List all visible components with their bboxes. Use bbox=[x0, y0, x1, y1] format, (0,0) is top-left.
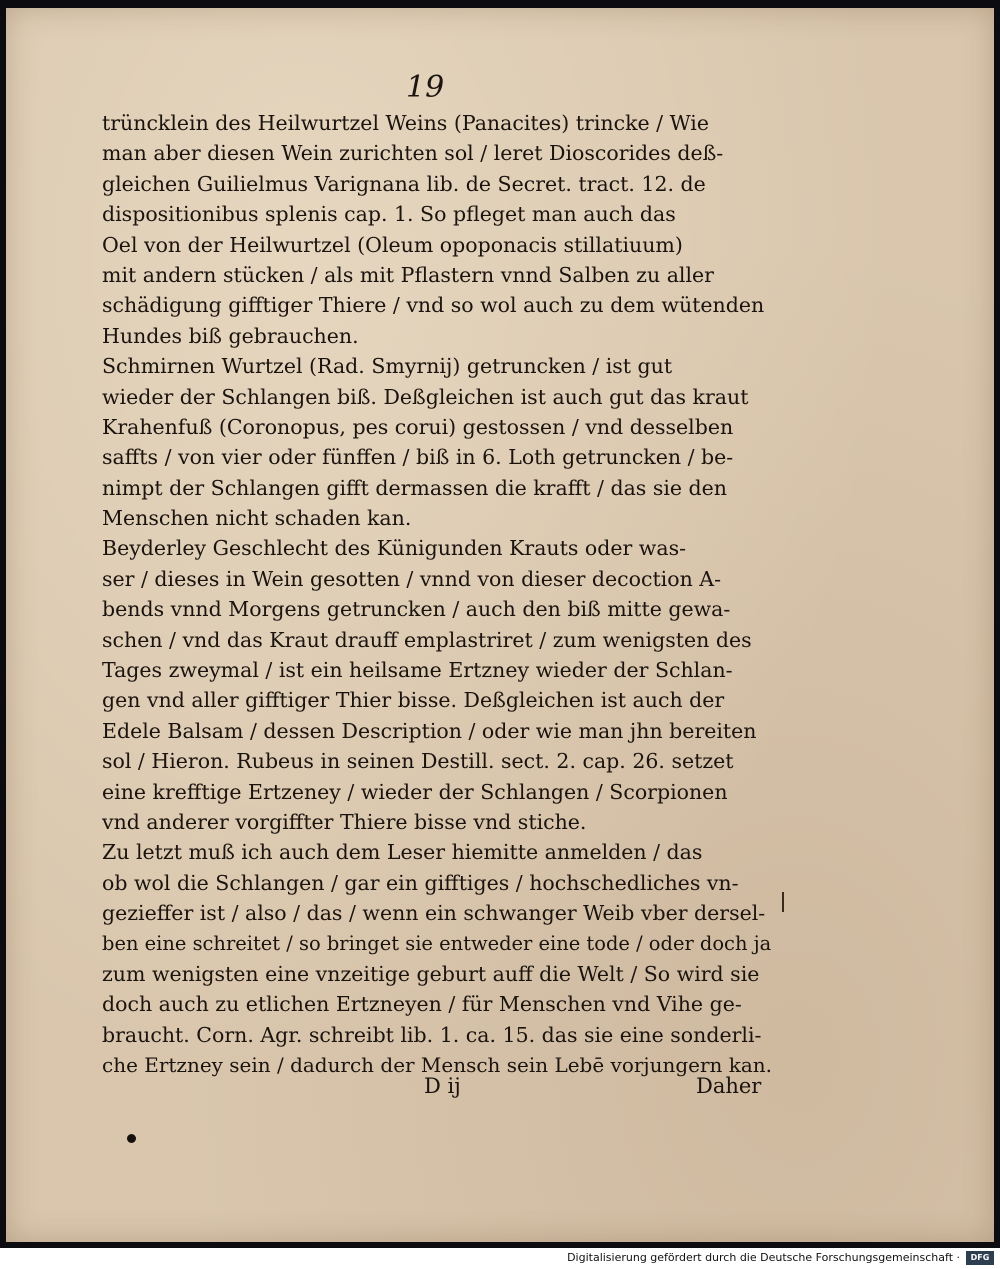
ink-dot bbox=[127, 1134, 136, 1143]
funding-credit: Digitalisierung gefördert durch die Deutsche Forschungsgemeinschaft · bbox=[567, 1251, 960, 1264]
text-line: braucht. Corn. Agr. schreibt lib. 1. ca. 15. das sie eine sonderli- bbox=[102, 1022, 762, 1047]
text-line: saffts / von vier oder fünffen / biß in 6. Loth getruncken / be- bbox=[102, 445, 734, 470]
text-line: Tages zweymal / ist ein heilsame Ertzney wieder der Schlan- bbox=[102, 658, 733, 683]
text-line: vnd anderer vorgiffter Thiere bisse vnd stiche. bbox=[102, 809, 587, 834]
text-line: Zu letzt muß ich auch dem Leser hiemitte anmelden / das bbox=[102, 840, 703, 865]
text-line: bends vnnd Morgens getruncken / auch den biß mitte gewa- bbox=[102, 597, 731, 622]
text-line: trüncklein des Heilwurtzel Weins (Panacites) trincke / Wie bbox=[102, 111, 709, 135]
text-line: Krahenfuß (Coronopus, pes corui) gestossen / vnd desselben bbox=[102, 414, 734, 439]
body-text bbox=[102, 108, 772, 1081]
text-line: Edele Balsam / dessen Description / oder wie man jhn bereiten bbox=[102, 718, 757, 743]
text-line: schädigung gifftiger Thiere / vnd so wol auch zu dem wütenden bbox=[102, 293, 765, 318]
text-line: dispositionibus splenis cap. 1. So pfleget man auch das bbox=[102, 202, 676, 227]
text-line: Beyderley Geschlecht des Künigunden Krauts oder was- bbox=[102, 536, 687, 561]
text-line: ob wol die Schlangen / gar ein gifftiges / hochschedliches vn- bbox=[102, 870, 739, 895]
text-line: ben eine schreitet / so bringet sie entweder eine tode / oder doch ja bbox=[102, 931, 772, 955]
margin-mark bbox=[782, 892, 784, 912]
credit-bar bbox=[0, 1248, 1000, 1269]
page-number: 19 bbox=[406, 70, 445, 105]
text-line: zum wenigsten eine vnzeitige geburt auff die Welt / So wird sie bbox=[102, 961, 760, 986]
text-line: man aber diesen Wein zurichten sol / leret Dioscorides deß- bbox=[102, 141, 724, 166]
text-line: doch auch zu etlichen Ertzneyen / für Menschen vnd Vihe ge- bbox=[102, 992, 742, 1017]
text-line: che Ertzney sein / dadurch der Mensch sein Lebē vorjungern kan. bbox=[102, 1053, 772, 1078]
text-line: Hundes biß gebrauchen. bbox=[102, 323, 359, 348]
text-line: gen vnd aller gifftiger Thier bisse. Deßgleichen ist auch der bbox=[102, 688, 725, 713]
text-line: Schmirnen Wurtzel (Rad. Smyrnij) getruncken / ist gut bbox=[102, 354, 673, 379]
catchword: Daher bbox=[696, 1074, 762, 1098]
text-line: ser / dieses in Wein gesotten / vnnd von dieser decoction A- bbox=[102, 566, 722, 591]
text-line: mit andern stücken / als mit Pflastern vnnd Salben zu aller bbox=[102, 262, 714, 287]
book-page bbox=[6, 8, 994, 1242]
text-line: gleichen Guilielmus Varignana lib. de Secret. tract. 12. de bbox=[102, 171, 706, 196]
text-line: nimpt der Schlangen gifft dermassen die krafft / das sie den bbox=[102, 475, 728, 500]
text-line: eine krefftige Ertzeney / wieder der Schlangen / Scorpionen bbox=[102, 779, 728, 804]
dfg-logo: DFG bbox=[966, 1251, 994, 1265]
text-line: sol / Hieron. Rubeus in seinen Destill. sect. 2. cap. 26. setzet bbox=[102, 749, 734, 774]
text-line: wieder der Schlangen biß. Deßgleichen ist auch gut das kraut bbox=[102, 384, 749, 409]
text-line: Oel von der Heilwurtzel (Oleum opoponacis stillatiuum) bbox=[102, 232, 683, 257]
text-line: schen / vnd das Kraut drauff emplastriret / zum wenigsten des bbox=[102, 627, 752, 652]
signature-mark: D ij bbox=[424, 1074, 461, 1098]
text-line: gezieffer ist / also / das / wenn ein schwanger Weib vber dersel- bbox=[102, 901, 766, 926]
text-line: Menschen nicht schaden kan. bbox=[102, 506, 412, 531]
